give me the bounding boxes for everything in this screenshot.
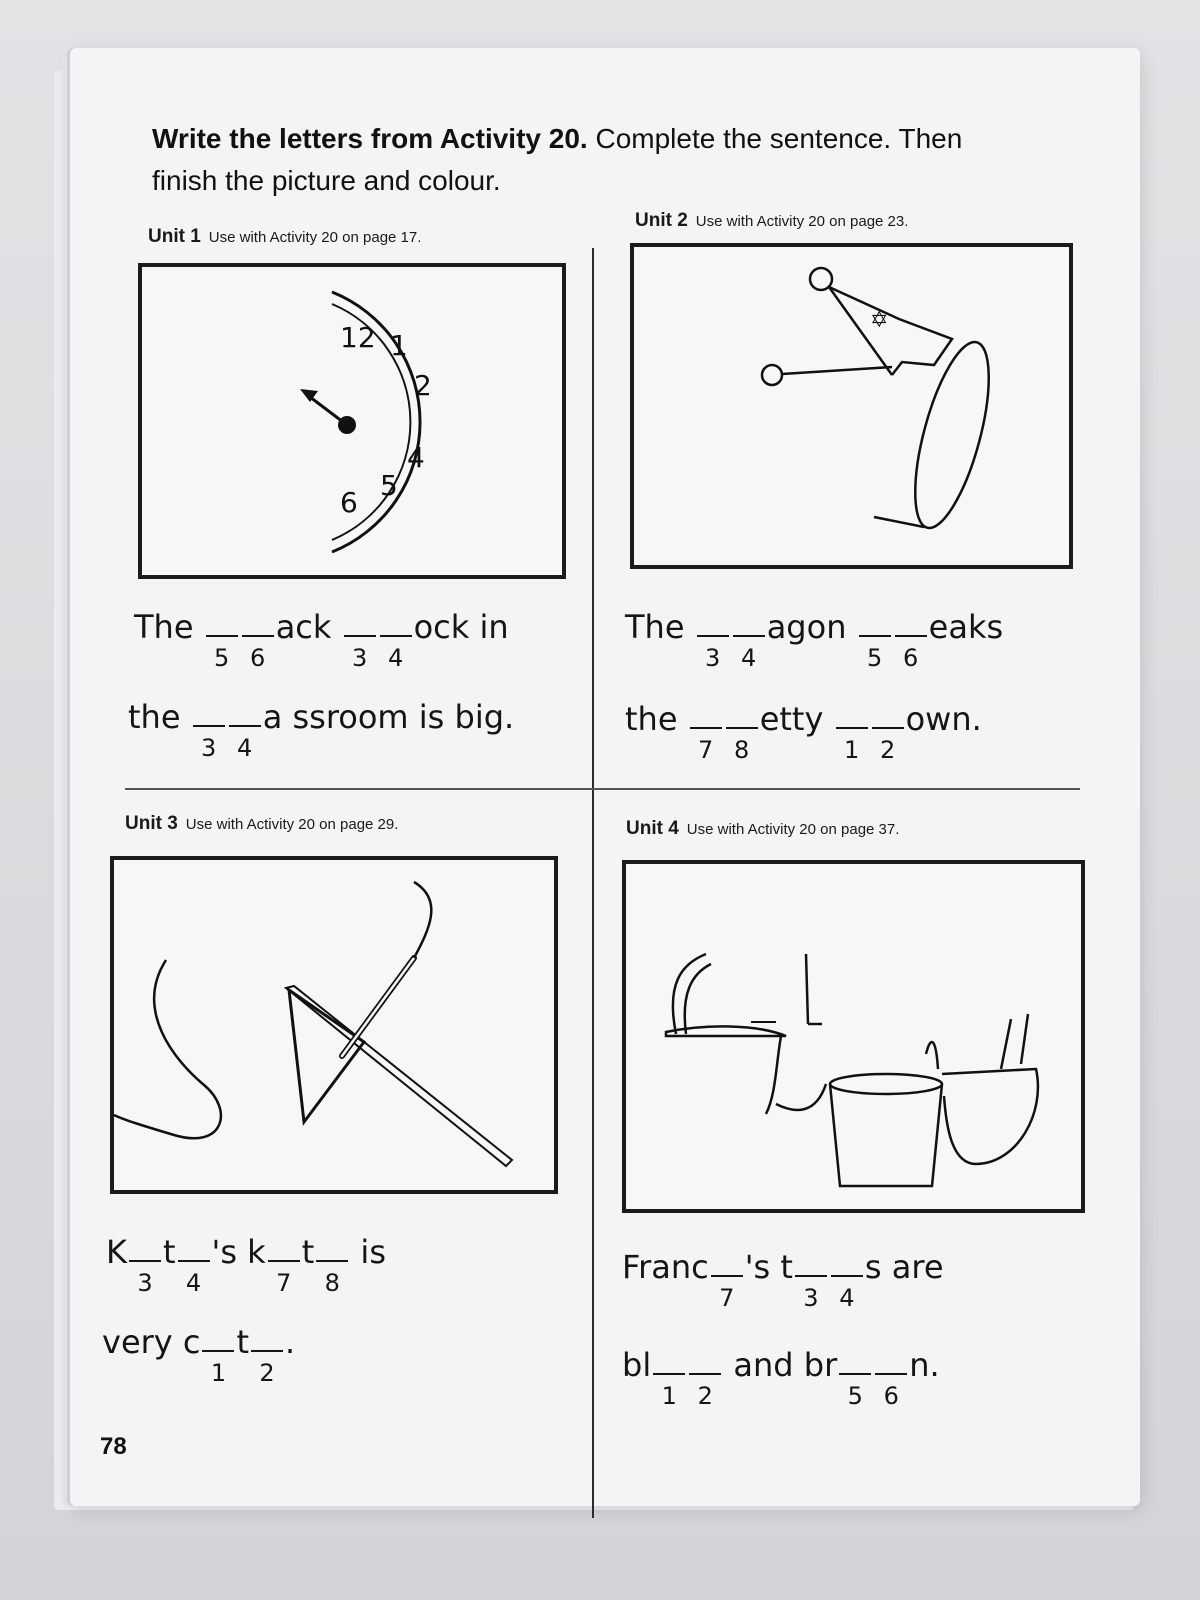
- unit2-label: [635, 210, 908, 232]
- unit4-title: Unit 4: [626, 818, 679, 839]
- blank[interactable]: [129, 1237, 161, 1297]
- unit2-sentence-line1: [625, 608, 1004, 672]
- buckets-drawing: [626, 864, 1081, 1209]
- page-number: 78: [100, 1433, 127, 1460]
- blank-number: 4: [237, 734, 253, 762]
- word: t: [162, 1233, 176, 1271]
- clock-num-4: 4: [407, 441, 425, 474]
- unit1-picture[interactable]: [138, 263, 566, 579]
- blank-number: 6: [883, 1382, 899, 1410]
- blank-number: 8: [324, 1269, 340, 1297]
- clock-num-2: 2: [414, 369, 432, 402]
- blank[interactable]: [831, 1252, 863, 1312]
- unit2-sentence-line2: [625, 700, 982, 764]
- blank-number: 3: [351, 644, 368, 672]
- blank[interactable]: [836, 704, 868, 764]
- blank[interactable]: [839, 1350, 871, 1410]
- blank[interactable]: [206, 612, 238, 672]
- clock-num-12: 12: [340, 321, 376, 354]
- word: and br: [733, 1346, 838, 1384]
- blank-number: 6: [903, 644, 919, 672]
- workbook-page: [70, 48, 1140, 1506]
- word: 's t: [744, 1248, 793, 1286]
- unit1-hint: Use with Activity 20 on page 17.: [208, 229, 422, 246]
- blank[interactable]: [178, 1237, 210, 1297]
- blank-number: 2: [879, 736, 896, 764]
- blank[interactable]: [711, 1252, 743, 1312]
- unit4-label: [626, 818, 899, 840]
- blank-number: 3: [803, 1284, 819, 1312]
- blank[interactable]: [229, 702, 261, 762]
- blank-number: 4: [839, 1284, 855, 1312]
- blank-number: 6: [250, 644, 266, 672]
- blank-number: 2: [697, 1382, 713, 1410]
- word: The: [625, 608, 685, 646]
- unit3-title: Unit 3: [125, 813, 178, 834]
- word: n.: [909, 1346, 940, 1384]
- blank[interactable]: [733, 612, 765, 672]
- word: bl: [622, 1346, 652, 1384]
- blank[interactable]: [344, 612, 376, 672]
- blank-number: 3: [137, 1269, 153, 1297]
- word: the: [128, 698, 181, 736]
- blank-number: 4: [741, 644, 757, 672]
- svg-text:✡: ✡: [870, 308, 889, 333]
- partial-drawing: [634, 247, 1069, 565]
- clock-num-1: 1: [390, 329, 408, 362]
- blank[interactable]: [859, 612, 891, 672]
- unit1-sentence-line2: [128, 698, 515, 762]
- unit4-sentence-line2: [622, 1346, 940, 1410]
- word: Franc: [622, 1248, 709, 1286]
- unit1-label: [148, 226, 421, 248]
- blank-number: 4: [387, 644, 404, 672]
- blank-number: 8: [734, 736, 750, 764]
- word: The: [134, 608, 194, 646]
- word: K: [106, 1233, 127, 1271]
- blank-number: 1: [843, 736, 860, 764]
- vertical-divider: [592, 248, 594, 1518]
- word: etty: [759, 700, 824, 738]
- unit2-hint: Use with Activity 20 on page 23.: [695, 213, 909, 230]
- word: agon: [766, 608, 847, 646]
- blank[interactable]: [380, 612, 412, 672]
- clock-drawing: [142, 267, 562, 575]
- blank[interactable]: [251, 1327, 283, 1387]
- horizontal-divider: [125, 788, 1080, 790]
- blank-number: 7: [719, 1284, 735, 1312]
- blank[interactable]: [697, 612, 729, 672]
- heading-bold: Write the letters from Activity 20.: [152, 123, 588, 154]
- unit2-title: Unit 2: [635, 210, 688, 231]
- blank-number: 1: [661, 1382, 677, 1410]
- unit4-picture[interactable]: [622, 860, 1085, 1213]
- blank-number: 1: [210, 1359, 227, 1387]
- unit4-sentence-line1: [622, 1248, 944, 1312]
- blank-number: 7: [698, 736, 714, 764]
- blank-number: 5: [847, 1382, 863, 1410]
- word: s are: [864, 1248, 944, 1286]
- heading-rest: Complete the sentence. Then finish the picture and colour.: [152, 123, 963, 196]
- word: t: [236, 1323, 250, 1361]
- blank-number: 2: [259, 1359, 275, 1387]
- word: eaks: [928, 608, 1004, 646]
- blank-number: 3: [705, 644, 721, 672]
- unit2-picture[interactable]: [630, 243, 1073, 569]
- unit3-sentence-line1: [106, 1233, 386, 1297]
- unit1-title: Unit 1: [148, 226, 201, 247]
- unit1-sentence-line1: [134, 608, 509, 672]
- blank[interactable]: [726, 704, 758, 764]
- blank-number: 3: [201, 734, 217, 762]
- blank-number: 5: [214, 644, 230, 672]
- unit3-hint: Use with Activity 20 on page 29.: [185, 816, 399, 833]
- unit3-picture[interactable]: [110, 856, 558, 1194]
- word: ock in: [413, 608, 509, 646]
- blank[interactable]: [316, 1237, 348, 1297]
- word: the: [625, 700, 678, 738]
- blank[interactable]: [653, 1350, 685, 1410]
- word: ack: [275, 608, 332, 646]
- kite-drawing: [114, 860, 554, 1190]
- blank[interactable]: [690, 704, 722, 764]
- word: very c: [102, 1323, 201, 1361]
- blank[interactable]: [202, 1327, 234, 1387]
- blank-number: 5: [867, 644, 883, 672]
- word: own.: [905, 700, 982, 738]
- blank-number: 4: [185, 1269, 202, 1297]
- word: is: [350, 1233, 386, 1271]
- blank[interactable]: [795, 1252, 827, 1312]
- blank[interactable]: [875, 1350, 907, 1410]
- blank[interactable]: [242, 612, 274, 672]
- word: a ssroom is big.: [262, 698, 515, 736]
- word: 's k: [211, 1233, 266, 1271]
- unit4-hint: Use with Activity 20 on page 37.: [686, 821, 900, 838]
- unit3-label: [125, 813, 398, 835]
- clock-num-6: 6: [340, 486, 358, 519]
- unit3-sentence-line2: [102, 1323, 296, 1387]
- blank[interactable]: [872, 704, 904, 764]
- blank[interactable]: [895, 612, 927, 672]
- word: .: [285, 1323, 296, 1361]
- blank[interactable]: [268, 1237, 300, 1297]
- clock-num-5: 5: [380, 469, 398, 502]
- blank-number: 7: [276, 1269, 292, 1297]
- word: t: [301, 1233, 315, 1271]
- page-heading: [152, 118, 992, 202]
- blank[interactable]: [689, 1350, 721, 1410]
- blank[interactable]: [193, 702, 225, 762]
